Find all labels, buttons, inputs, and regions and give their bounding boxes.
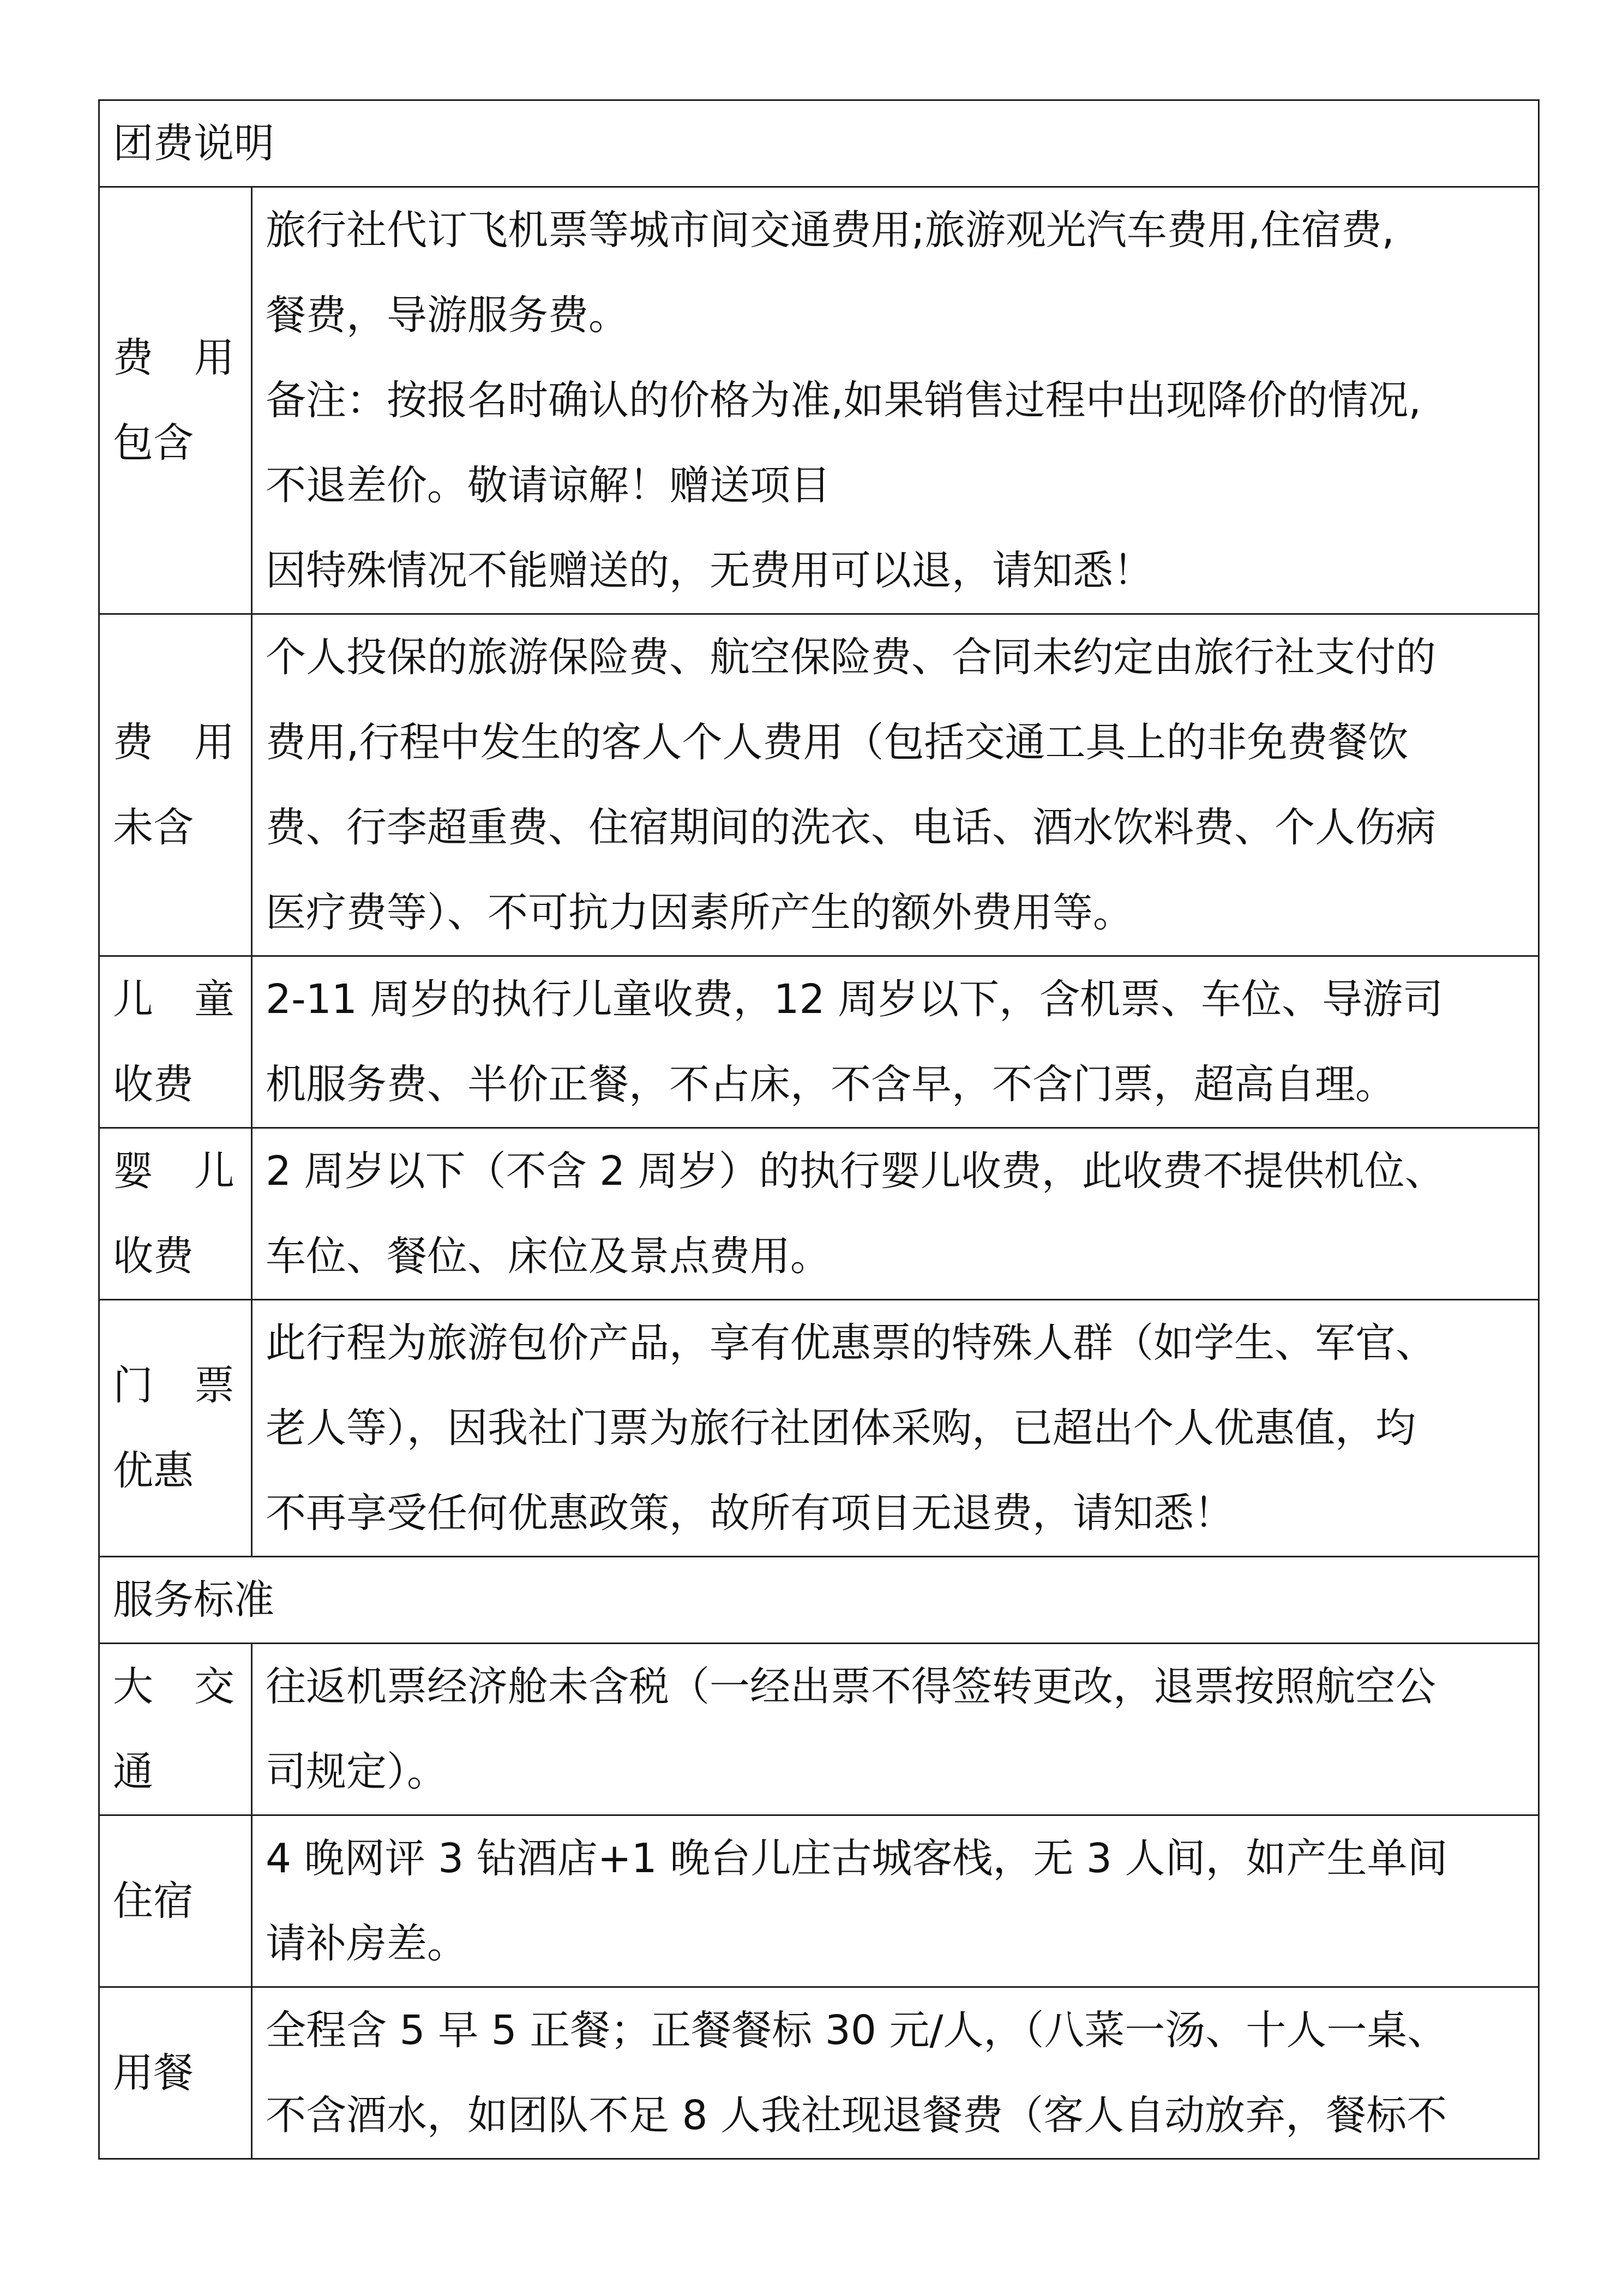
content-fee-exclude: 个人投保的旅游保险费、航空保险费、合同未约定由旅行社支付的 费用,行程中发生的客人个人费用（包括交通工具上的非免费餐饮 费、行李超重费、住宿期间的洗衣、电话、酒水饮料费、个人伤病 医疗费等）、不可抗力因素所产生的额外费用等。 — [252, 614, 1539, 956]
content-meals: 全程含 5 早 5 正餐；正餐餐标 30 元/人，（八菜一汤、十人一桌、 不含酒水，如团队不足 8 人我社现退餐费（客人自动放弃，餐标不 — [252, 1987, 1539, 2159]
row-child-fee — [99, 956, 1539, 1128]
row-fee-exclude — [99, 614, 1539, 956]
label-lodging: 住宿 — [99, 1815, 252, 1987]
itinerary-fee-table — [98, 99, 1540, 2160]
content-transport: 往返机票经济舱未含税（一经出票不得签转更改，退票按照航空公 司规定）。 — [252, 1644, 1539, 1815]
label-infant-fee: 婴 儿 收费 — [99, 1128, 252, 1300]
row-meals — [99, 1987, 1539, 2159]
row-transport — [99, 1644, 1539, 1815]
row-fee-include — [99, 187, 1539, 614]
section-row-fee — [99, 100, 1539, 187]
content-ticket-discount: 此行程为旅游包价产品，享有优惠票的特殊人群（如学生、军官、 老人等），因我社门票为旅行社团体采购，已超出个人优惠值，均 不再享受任何优惠政策，故所有项目无退费，请知悉！ — [252, 1300, 1539, 1557]
content-child-fee: 2-11 周岁的执行儿童收费，12 周岁以下，含机票、车位、导游司 机服务费、半价正餐，不占床，不含早，不含门票，超高自理。 — [252, 956, 1539, 1128]
label-child-fee: 儿 童 收费 — [99, 956, 252, 1128]
section-title-service: 服务标准 — [99, 1557, 1539, 1644]
label-fee-include: 费 用 包含 — [99, 187, 252, 614]
row-infant-fee — [99, 1128, 1539, 1300]
row-lodging — [99, 1815, 1539, 1987]
row-ticket-discount — [99, 1300, 1539, 1557]
content-lodging: 4 晚网评 3 钻酒店+1 晚台儿庄古城客栈，无 3 人间，如产生单间 请补房差。 — [252, 1815, 1539, 1987]
label-fee-exclude: 费 用 未含 — [99, 614, 252, 956]
section-title-fee: 团费说明 — [99, 100, 1539, 187]
label-ticket-discount: 门 票 优惠 — [99, 1300, 252, 1557]
label-transport: 大 交 通 — [99, 1644, 252, 1815]
content-infant-fee: 2 周岁以下（不含 2 周岁）的执行婴儿收费，此收费不提供机位、 车位、餐位、床位及景点费用。 — [252, 1128, 1539, 1300]
label-meals: 用餐 — [99, 1987, 252, 2159]
section-row-service — [99, 1557, 1539, 1644]
content-fee-include: 旅行社代订飞机票等城市间交通费用;旅游观光汽车费用,住宿费, 餐费，导游服务费。 备注：按报名时确认的价格为准,如果销售过程中出现降价的情况, 不退差价。敬请谅解！赠送项目 因特殊情况不能赠送的，无费用可以退，请知悉！ — [252, 187, 1539, 614]
